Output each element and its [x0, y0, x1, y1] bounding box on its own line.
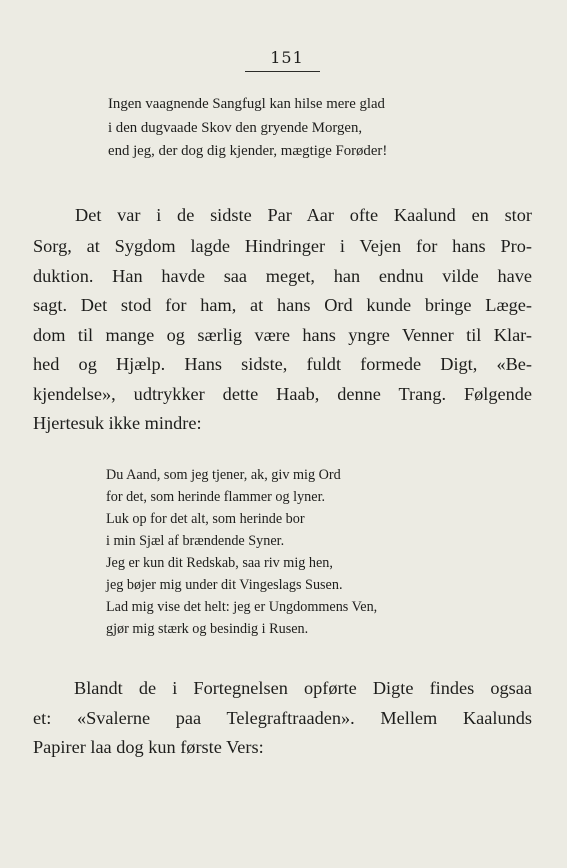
verse-line: Du Aand, som jeg tjener, ak, giv mig Ord — [106, 467, 341, 483]
prose-line: Det var i de sidste Par Aar ofte Kaalund en stor — [75, 205, 532, 225]
prose-line: hed og Hjælp. Hans sidste, fuldt formede Digt, «Be- — [33, 354, 532, 374]
verse-line: i den dugvaade Skov den gryende Morgen, — [108, 120, 363, 136]
prose-line: duktion. Han havde saa meget, han endnu vilde have — [33, 266, 532, 286]
verse-line: gjør mig stærk og besindig i Rusen. — [106, 621, 309, 637]
prose-line: Sorg, at Sygdom lagde Hindringer i Vejen for hans Pro- — [33, 236, 532, 256]
prose-line: dom til mange og særlig være hans yngre Venner til Klar- — [33, 325, 532, 345]
verse-line: i min Sjæl af brændende Syner. — [106, 533, 285, 549]
prose-line: Blandt de i Fortegnelsen opførte Digte findes ogsaa — [74, 678, 532, 698]
verse-line: Ingen vaagnende Sangfugl kan hilse mere glad — [108, 96, 385, 112]
verse-line: Jeg er kun dit Redskab, saa riv mig hen, — [106, 555, 333, 571]
verse-line: jeg bøjer mig under dit Vingeslags Susen. — [106, 577, 343, 593]
prose-line: sagt. Det stod for ham, at hans Ord kunde bringe Læge- — [33, 295, 532, 315]
verse-line: for det, som herinde flammer og lyner. — [106, 489, 326, 505]
prose-line: kjendelse», udtrykker dette Haab, denne Trang. Følgende — [33, 384, 532, 404]
page-number: 151 — [270, 48, 304, 67]
verse-line: end jeg, der dog dig kjender, mægtige Forøder! — [108, 143, 388, 159]
page-number-rule — [245, 71, 320, 72]
prose-line: Papirer laa dog kun første Vers: — [33, 737, 264, 757]
prose-line: Hjertesuk ikke mindre: — [33, 413, 202, 433]
verse-line: Lad mig vise det helt: jeg er Ungdommens Ven, — [106, 599, 378, 615]
prose-line: et: «Svalerne paa Telegraftraaden». Mellem Kaalunds — [33, 708, 532, 728]
verse-line: Luk op for det alt, som herinde bor — [106, 511, 305, 527]
